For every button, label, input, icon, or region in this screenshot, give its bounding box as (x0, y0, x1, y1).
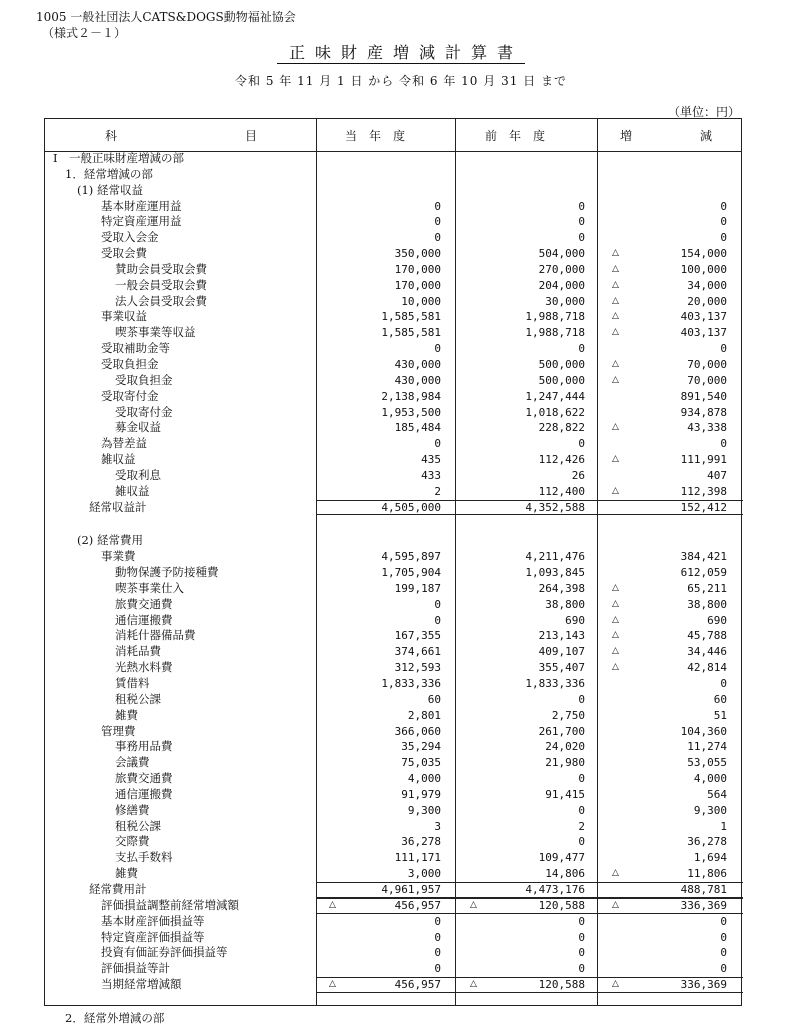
change-value: 403,137 (680, 326, 727, 340)
current-year-value: 0 (434, 342, 441, 356)
row-label: 租税公課 (115, 818, 161, 833)
row-label: 経常収益計 (89, 499, 147, 514)
row-label: 雑費 (115, 707, 138, 722)
table-row (45, 819, 741, 835)
change-value: 488,781 (680, 882, 727, 896)
previous-year-value: 109,477 (538, 851, 585, 865)
negative-mark-icon: △ (612, 630, 619, 641)
previous-year-value: 30,000 (545, 294, 585, 308)
previous-year-value: 21,980 (545, 756, 585, 770)
row-label: 受取負担金 (101, 356, 159, 371)
current-year-value: 4,961,957 (381, 882, 441, 896)
row-label: 受取入会金 (101, 230, 159, 245)
change-value: 104,360 (680, 724, 727, 738)
table-row (45, 708, 741, 724)
change-value: 38,800 (687, 597, 727, 611)
row-label: 消耗什器備品費 (115, 628, 196, 643)
table-row (45, 660, 741, 676)
row-label: 法人会員受取会費 (115, 293, 207, 308)
change-value: 45,788 (687, 629, 727, 643)
table-row (45, 341, 741, 357)
table-row (45, 246, 741, 262)
table-row (45, 262, 741, 278)
change-value: 336,369 (680, 898, 727, 912)
row-label: 基本財産運用益 (101, 198, 182, 213)
previous-year-value: 500,000 (538, 373, 585, 387)
current-year-value: 0 (434, 914, 441, 928)
previous-year-value: 504,000 (538, 247, 585, 261)
table-row (45, 771, 741, 787)
table-row (45, 199, 741, 215)
change-value: 891,540 (680, 389, 727, 403)
current-year-value: 167,355 (394, 629, 441, 643)
change-value: 1 (720, 819, 727, 833)
table-row (45, 739, 741, 755)
change-value: 1,694 (693, 851, 727, 865)
row-label: 管理費 (101, 723, 136, 738)
table-row (45, 803, 741, 819)
current-year-value: 111,171 (394, 851, 441, 865)
row-label: 特定資産運用益 (101, 214, 182, 229)
row-label: 賛助会員受取会費 (115, 261, 207, 276)
table-row (45, 500, 741, 516)
previous-year-value: 0 (578, 199, 585, 213)
row-label: 事務用品費 (115, 739, 173, 754)
table-row (45, 581, 741, 597)
change-value: 0 (720, 962, 727, 976)
table-row (45, 405, 741, 421)
previous-year-value: 270,000 (538, 262, 585, 276)
row-label: 受取利息 (115, 467, 161, 482)
negative-mark-icon: △ (612, 662, 619, 673)
row-label: 投資有価証券評価損益等 (101, 945, 228, 960)
table-row (45, 977, 741, 993)
change-value: 934,878 (680, 405, 727, 419)
table-row (45, 1011, 741, 1027)
row-label: 喫茶事業等収益 (115, 325, 196, 340)
current-year-value: 91,979 (401, 787, 441, 801)
negative-mark-icon: △ (612, 485, 619, 496)
negative-mark-icon: △ (470, 979, 477, 990)
row-label: 経常費用計 (89, 881, 147, 896)
change-value: 403,137 (680, 310, 727, 324)
row-label: 会議費 (115, 755, 150, 770)
table-row (45, 436, 741, 452)
previous-year-value: 409,107 (538, 645, 585, 659)
table-row (45, 309, 741, 325)
total-rule (316, 882, 743, 883)
change-value: 384,421 (680, 550, 727, 564)
change-value: 43,338 (687, 421, 727, 435)
table-row (45, 278, 741, 294)
row-label: 修繕費 (115, 802, 150, 817)
current-year-value: 1,705,904 (381, 566, 441, 580)
row-label: 評価損益等計 (101, 961, 170, 976)
row-label: 旅費交通費 (115, 596, 173, 611)
row-label: 受取寄付金 (115, 404, 173, 419)
row-label: (1) 経常収益 (77, 182, 143, 197)
current-year-value: 1,585,581 (381, 310, 441, 324)
change-value: 0 (720, 231, 727, 245)
previous-year-value: 690 (565, 613, 585, 627)
row-label: 雑収益 (101, 452, 136, 467)
previous-year-value: 500,000 (538, 357, 585, 371)
change-value: 34,446 (687, 645, 727, 659)
row-label: 光熱水料費 (115, 660, 173, 675)
current-year-value: 350,000 (394, 247, 441, 261)
previous-year-value: 91,415 (545, 787, 585, 801)
table-row (45, 597, 741, 613)
row-label: 1．経常増減の部 (65, 166, 153, 181)
spacer-row (45, 515, 741, 533)
negative-mark-icon: △ (612, 422, 619, 433)
negative-mark-icon: △ (612, 358, 619, 369)
table-row (45, 533, 741, 549)
previous-year-value: 112,400 (538, 484, 585, 498)
table-row (45, 357, 741, 373)
table-row (45, 724, 741, 740)
current-year-value: 430,000 (394, 373, 441, 387)
table-row (45, 676, 741, 692)
table-row (45, 452, 741, 468)
total-rule (316, 500, 743, 501)
negative-mark-icon: △ (612, 263, 619, 274)
current-year-value: 0 (434, 199, 441, 213)
previous-year-value: 0 (578, 946, 585, 960)
negative-mark-icon: △ (612, 646, 619, 657)
row-label: 雑費 (115, 866, 138, 881)
table-row (45, 882, 741, 898)
previous-year-value: 1,018,622 (525, 405, 585, 419)
current-year-value: 456,957 (394, 898, 441, 912)
negative-mark-icon: △ (612, 899, 619, 910)
unit-label: （単位：円） (667, 105, 740, 119)
table-row (45, 294, 741, 310)
table-row (45, 613, 741, 629)
current-year-value: 0 (434, 930, 441, 944)
previous-year-value: 0 (578, 930, 585, 944)
negative-mark-icon: △ (612, 598, 619, 609)
table-row (45, 834, 741, 850)
change-value: 65,211 (687, 581, 727, 595)
current-year-value: 4,595,897 (381, 550, 441, 564)
row-label: 支払手数料 (115, 850, 173, 865)
previous-year-value: 0 (578, 914, 585, 928)
negative-mark-icon: △ (612, 979, 619, 990)
spacer-row (45, 993, 741, 1011)
negative-mark-icon: △ (612, 311, 619, 322)
table-row (45, 230, 741, 246)
current-year-value: 435 (421, 453, 441, 467)
table-row (45, 167, 741, 183)
change-value: 9,300 (693, 803, 727, 817)
row-label: 受取会費 (101, 246, 147, 261)
change-value: 36,278 (687, 835, 727, 849)
previous-year-value: 0 (578, 231, 585, 245)
reporting-period: 令和 5 年 11 月 1 日 から 令和 6 年 10 月 31 日 まで (235, 74, 567, 88)
table-row (45, 325, 741, 341)
current-year-value: 0 (434, 613, 441, 627)
row-label: 特定資産評価損益等 (101, 929, 205, 944)
change-value: 0 (720, 946, 727, 960)
previous-year-value: 1,988,718 (525, 310, 585, 324)
current-year-value: 0 (434, 597, 441, 611)
table-row (45, 214, 741, 230)
current-year-value: 1,585,581 (381, 326, 441, 340)
row-label: 通信運搬費 (115, 612, 173, 627)
row-label: 賃借料 (115, 676, 150, 690)
row-label: 2．経常外増減の部 (65, 1010, 165, 1025)
row-label: 受取寄付金 (101, 388, 159, 403)
negative-mark-icon: △ (329, 899, 336, 910)
change-value: 0 (720, 914, 727, 928)
row-label: 事業収益 (101, 309, 147, 324)
row-label: 消耗品費 (115, 644, 161, 659)
current-year-value: 1,833,336 (381, 677, 441, 690)
negative-mark-icon: △ (329, 979, 336, 990)
negative-mark-icon: △ (612, 279, 619, 290)
previous-year-value: 4,473,176 (525, 882, 585, 896)
table-row (45, 755, 741, 771)
change-value: 111,991 (680, 453, 727, 467)
current-year-value: 10,000 (401, 294, 441, 308)
table-row (45, 549, 741, 565)
change-value: 336,369 (680, 978, 727, 992)
row-label: 募金収益 (115, 420, 161, 435)
row-label: 事業費 (101, 549, 136, 564)
table-row (45, 866, 741, 882)
negative-mark-icon: △ (612, 327, 619, 338)
table-row (45, 151, 741, 167)
row-label: 租税公課 (115, 691, 161, 706)
row-label: 動物保護予防接種費 (115, 565, 219, 580)
current-year-value: 433 (421, 468, 441, 482)
current-year-value: 199,187 (394, 581, 441, 595)
negative-mark-icon: △ (470, 899, 477, 910)
table-row (45, 945, 741, 961)
change-value: 11,806 (687, 867, 727, 881)
table-body (45, 151, 741, 1027)
previous-year-value: 213,143 (538, 629, 585, 643)
change-value: 690 (707, 613, 727, 627)
previous-year-value: 0 (578, 835, 585, 849)
previous-year-value: 264,398 (538, 581, 585, 595)
row-label: 喫茶事業仕入 (115, 580, 184, 595)
row-label: 通信運搬費 (115, 786, 173, 801)
current-year-value: 1,953,500 (381, 405, 441, 419)
previous-year-value: 0 (578, 962, 585, 976)
current-year-value: 2 (434, 484, 441, 498)
current-year-value: 430,000 (394, 357, 441, 371)
current-year-value: 9,300 (407, 803, 441, 817)
current-year-value: 4,000 (407, 772, 441, 786)
table-row (45, 628, 741, 644)
current-year-value: 0 (434, 946, 441, 960)
current-year-value: 2,138,984 (381, 389, 441, 403)
current-year-value: 312,593 (394, 661, 441, 675)
change-value: 70,000 (687, 373, 727, 387)
current-year-value: 75,035 (401, 756, 441, 770)
row-label: 受取補助金等 (101, 341, 170, 356)
change-value: 11,274 (687, 740, 727, 754)
header-current-year: 当 年 度 (345, 129, 406, 143)
previous-year-value: 24,020 (545, 740, 585, 754)
previous-year-value: 112,426 (538, 453, 585, 467)
current-year-value: 36,278 (401, 835, 441, 849)
table-row (45, 787, 741, 803)
row-label: 旅費交通費 (115, 771, 173, 786)
change-value: 20,000 (687, 294, 727, 308)
change-value: 70,000 (687, 357, 727, 371)
previous-year-value: 228,822 (538, 421, 585, 435)
row-label: 交際費 (115, 834, 150, 849)
change-value: 154,000 (680, 247, 727, 261)
change-value: 0 (720, 437, 727, 451)
header-subject-a: 科 (105, 129, 118, 143)
table-row (45, 850, 741, 866)
header-subject-b: 目 (245, 129, 258, 143)
change-value: 0 (720, 342, 727, 356)
negative-mark-icon: △ (612, 295, 619, 306)
table-row (45, 183, 741, 199)
table-row (45, 420, 741, 436)
negative-mark-icon: △ (612, 374, 619, 385)
previous-year-value: 1,093,845 (525, 566, 585, 580)
row-label: 評価損益調整前経常増減額 (101, 897, 239, 912)
current-year-value: 185,484 (394, 421, 441, 435)
current-year-value: 3 (434, 819, 441, 833)
previous-year-value: 4,211,476 (525, 550, 585, 564)
previous-year-value: 14,806 (545, 867, 585, 881)
previous-year-value: 2,750 (551, 708, 585, 722)
previous-year-value: 0 (578, 692, 585, 706)
current-year-value: 3,000 (407, 867, 441, 881)
current-year-value: 0 (434, 962, 441, 976)
current-year-value: 60 (427, 692, 441, 706)
row-label: 基本財産評価損益等 (101, 913, 205, 928)
previous-year-value: 26 (571, 468, 585, 482)
negative-mark-icon: △ (612, 248, 619, 259)
negative-mark-icon: △ (612, 454, 619, 465)
change-value: 612,059 (680, 566, 727, 580)
change-value: 53,055 (687, 756, 727, 770)
row-label: 雑収益 (115, 483, 150, 498)
table-row (45, 389, 741, 405)
previous-year-value: 0 (578, 803, 585, 817)
table-row (45, 484, 741, 500)
negative-mark-icon: △ (612, 582, 619, 593)
current-year-value: 170,000 (394, 262, 441, 276)
current-year-value: 35,294 (401, 740, 441, 754)
change-value: 51 (713, 708, 727, 722)
previous-year-value: 1,833,336 (525, 677, 585, 690)
change-value: 100,000 (680, 262, 727, 276)
table-header (45, 119, 741, 152)
table-row (45, 644, 741, 660)
previous-year-value: 2 (578, 819, 585, 833)
row-label: Ⅰ 一般正味財産増減の部 (53, 151, 185, 165)
change-value: 407 (707, 468, 727, 482)
change-value: 4,000 (693, 772, 727, 786)
table-row (45, 914, 741, 930)
previous-year-value: 0 (578, 772, 585, 786)
change-value: 60 (713, 692, 727, 706)
change-value: 564 (707, 787, 727, 801)
previous-year-value: 4,352,588 (525, 500, 585, 514)
total-rule (316, 977, 743, 978)
previous-year-value: 120,588 (538, 978, 585, 992)
table-row (45, 930, 741, 946)
table-row (45, 565, 741, 581)
row-label: 為替差益 (101, 436, 147, 451)
negative-mark-icon: △ (612, 614, 619, 625)
document-title-text: 正味財産増減計算書 (277, 43, 525, 64)
change-value: 0 (720, 930, 727, 944)
change-value: 112,398 (680, 484, 727, 498)
current-year-value: 366,060 (394, 724, 441, 738)
header-previous-year: 前 年 度 (485, 129, 546, 143)
change-value: 0 (720, 677, 727, 690)
previous-year-value: 1,247,444 (525, 389, 585, 403)
previous-year-value: 355,407 (538, 661, 585, 675)
current-year-value: 4,505,000 (381, 500, 441, 514)
row-label: 一般会員受取会費 (115, 277, 207, 292)
previous-year-value: 0 (578, 437, 585, 451)
current-year-value: 374,661 (394, 645, 441, 659)
row-label: 受取負担金 (115, 372, 173, 387)
document-title (0, 40, 802, 63)
previous-year-value: 261,700 (538, 724, 585, 738)
header-change-a: 増 (620, 129, 633, 143)
table-row (45, 468, 741, 484)
previous-year-value: 204,000 (538, 278, 585, 292)
current-year-value: 2,801 (407, 708, 441, 722)
current-year-value: 170,000 (394, 278, 441, 292)
table-row (45, 898, 741, 914)
current-year-value: 0 (434, 437, 441, 451)
header-change-b: 減 (700, 129, 713, 143)
current-year-value: 0 (434, 215, 441, 229)
form-number: （様式２－１） (42, 26, 127, 40)
change-value: 34,000 (687, 278, 727, 292)
organization-name: 1005 一般社団法人CATS&DOGS動物福祉協会 (36, 10, 296, 24)
row-label: 当期経常増減額 (101, 977, 182, 992)
current-year-value: 0 (434, 231, 441, 245)
change-value: 0 (720, 215, 727, 229)
previous-year-value: 1,988,718 (525, 326, 585, 340)
previous-year-value: 38,800 (545, 597, 585, 611)
change-value: 152,412 (680, 500, 727, 514)
previous-year-value: 120,588 (538, 898, 585, 912)
table-row (45, 961, 741, 977)
total-rule (316, 898, 743, 899)
statement-table (44, 118, 742, 1025)
current-year-value: 456,957 (394, 978, 441, 992)
previous-year-value: 0 (578, 342, 585, 356)
change-value: 0 (720, 199, 727, 213)
negative-mark-icon: △ (612, 868, 619, 879)
table-row (45, 692, 741, 708)
previous-year-value: 0 (578, 215, 585, 229)
table-row (45, 373, 741, 389)
change-value: 42,814 (687, 661, 727, 675)
row-label: (2) 経常費用 (77, 533, 143, 548)
